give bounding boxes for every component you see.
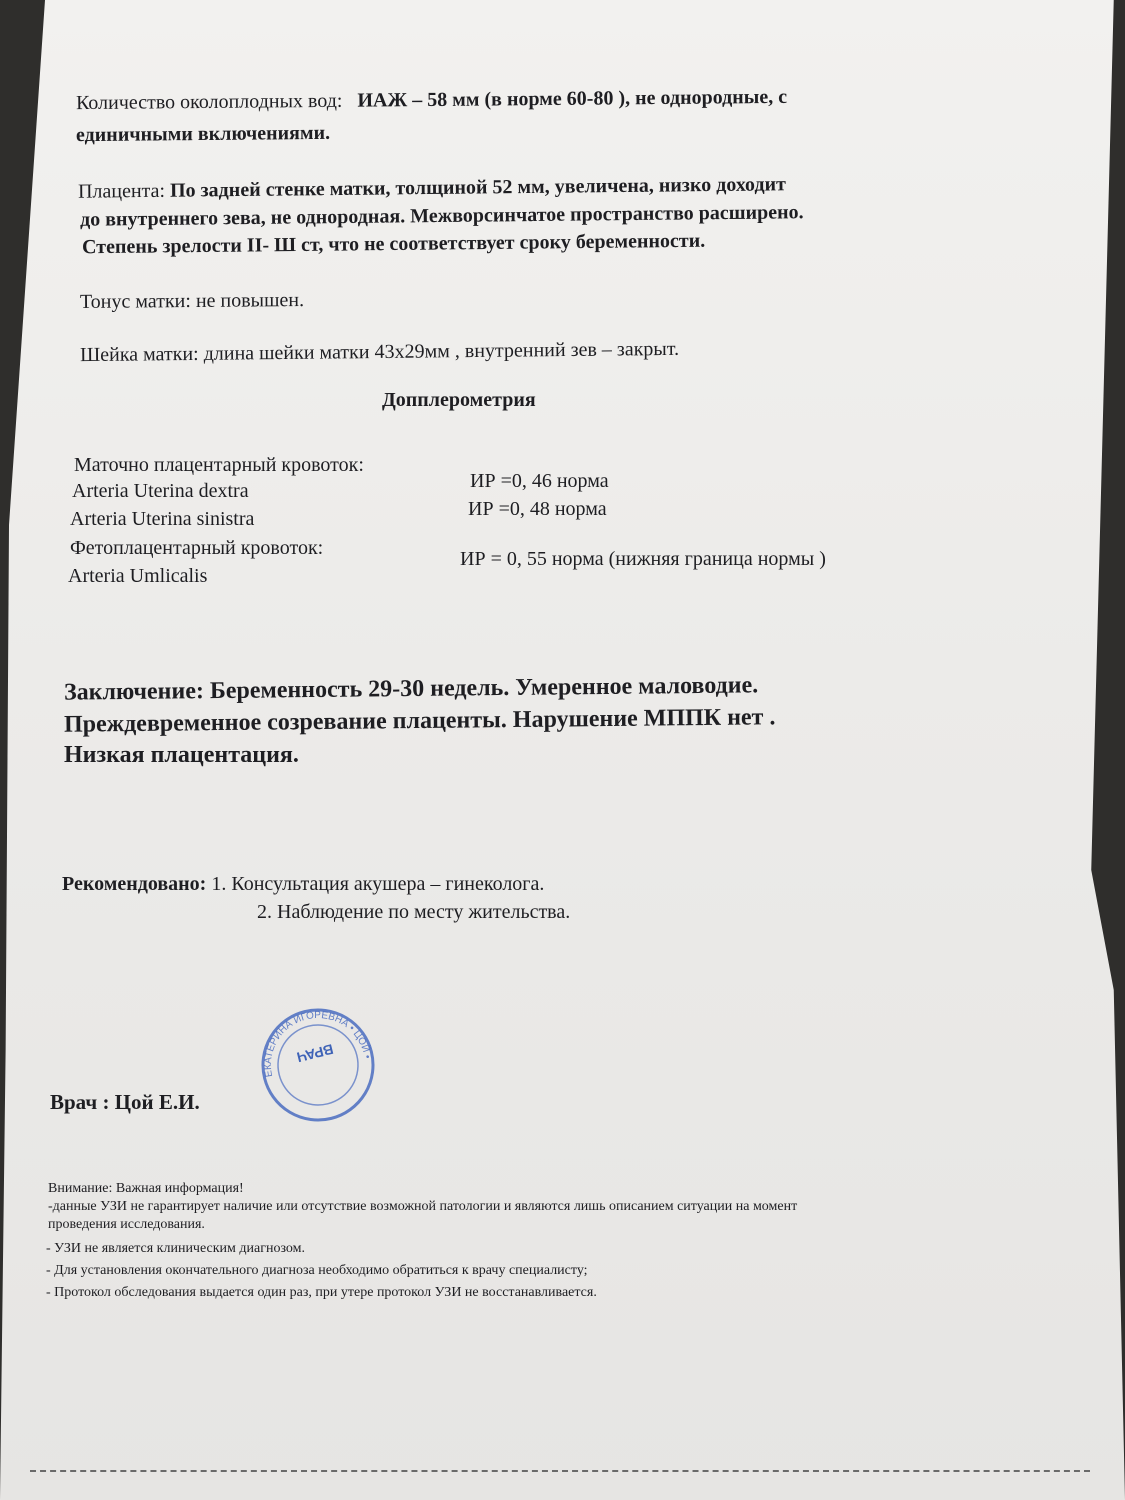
placenta-text-1: По задней стенке матки, толщиной 52 мм, увеличена, низко доходит (169, 173, 787, 202)
doppler-vessel: Arteria Uterina sinistra (70, 508, 255, 530)
notice-title: Внимание: Важная информация! (48, 1181, 244, 1196)
notice-line: -данные УЗИ не гарантирует наличие или отсутствие возможной патологии и являются лишь описанием ситуации на момент (48, 1199, 798, 1214)
doppler-result: ИР =0, 48 норма (468, 498, 607, 520)
notice-line: - УЗИ не является клиническим диагнозом. (46, 1241, 306, 1256)
doppler-heading: Допплерометрия (382, 389, 536, 411)
bottom-divider (30, 1470, 1090, 1472)
recommend-label: Рекомендовано: (62, 873, 207, 895)
notice-line: проведения исследования. (48, 1217, 205, 1232)
placenta-text-3: Степень зрелости II- Ш ст, что не соответствует сроку беременности. (81, 229, 706, 259)
tonus-text: Тонус матки: не повышен. (79, 289, 305, 313)
cervix-text: Шейка матки: длина шейки матки 43х29мм , внутренний зев – закрыт. (79, 337, 680, 367)
placenta-label: Плацента: (77, 179, 166, 203)
recommend-line-1 (62, 872, 544, 896)
doppler-result: ИР =0, 46 норма (470, 470, 609, 492)
doppler-result: ИР = 0, 55 норма (нижняя граница нормы ) (460, 548, 826, 570)
conclusion-line-1: Заключение: Беременность 29-30 недель. Умеренное маловодие. (63, 672, 759, 706)
doctor-stamp (245, 992, 390, 1137)
placenta-text-2: до внутреннего зева, не однородная. Межворсинчатое пространство расширено. (79, 201, 804, 231)
amniotic-line (76, 85, 787, 115)
notice-line: - Протокол обследования выдается один раз, при утере протокол УЗИ не восстанавливается. (46, 1285, 597, 1300)
fetoplacental-label: Фетоплацентарный кровоток: (70, 537, 324, 559)
amniotic-value: ИАЖ – 58 мм (в норме 60-80 ), не однородные, с (357, 85, 788, 112)
amniotic-label: Количество околоплодных вод: (75, 89, 343, 115)
stamp-label: ВРАЧ (295, 1041, 336, 1066)
conclusion-line-3: Низкая плацентация. (64, 742, 299, 768)
stamp-ring-text: ЕКАТЕРИНА ИГОРЕВНА • ЦОЙ • (262, 1009, 373, 1078)
recommend-item: 1. Консультация акушера – гинеколога. (211, 873, 545, 895)
stamp-graphic (245, 992, 390, 1137)
doppler-vessel: Arteria Umlicalis (68, 565, 208, 587)
recommend-item: 2. Наблюдение по месту жительства. (257, 901, 571, 923)
conclusion-line-2: Преждевременное созревание плаценты. Нарушение МППК нет . (63, 704, 776, 738)
doppler-vessel: Arteria Uterina dextra (72, 480, 249, 502)
uteroplacental-label: Маточно плацентарный кровоток: (74, 454, 364, 476)
notice-line: - Для установления окончательного диагноза необходимо обратиться к врачу специалисту; (46, 1263, 588, 1278)
amniotic-value-cont: единичными включениями. (75, 121, 331, 147)
placenta-line-1 (78, 172, 786, 203)
doctor-signature: Врач : Цой Е.И. (50, 1090, 200, 1114)
